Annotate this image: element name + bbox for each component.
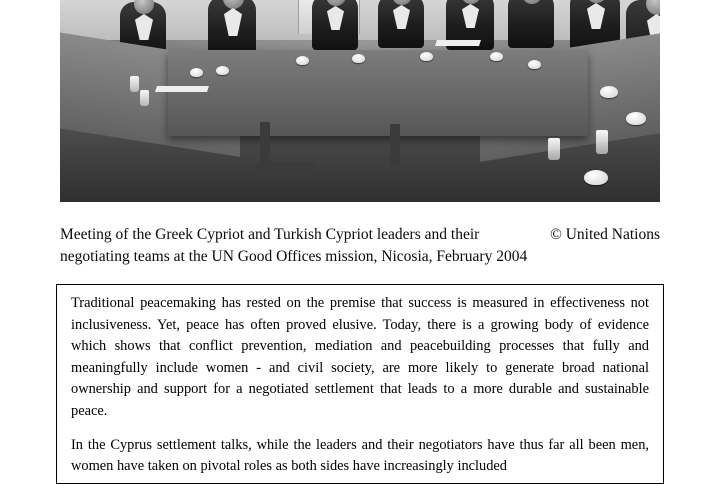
photo-canvas: [60, 0, 660, 202]
photo-cup: [420, 52, 433, 61]
photo-cup: [626, 112, 646, 125]
photo-table-center: [168, 50, 588, 136]
photo-table-leg: [256, 162, 314, 170]
pull-quote-box: [56, 284, 664, 484]
photo-table-leg: [390, 124, 400, 166]
photo-credit: © United Nations: [550, 226, 660, 243]
quote-paragraph-2: In the Cyprus settlement talks, while the leaders and their negotiators have thus far all been men, women have taken on pivotal roles as both sides have increasingly included: [71, 436, 649, 475]
photo-glass: [140, 90, 149, 106]
photo-papers: [155, 86, 209, 92]
quote-paragraph-1: Traditional peacemaking has rested on the premise that success is measured in effectiveness not inclusiveness. Yet, peace has often proved elusive. Today, there is a growing body of evidence which shows that conflict prevention, mediation and peacebuilding processes that fully and meaningfully include women - and civil society, are more likely to generate broad national ownership and support for a negotiated settlement that leads to a more durable and sustainable peace.: [71, 295, 649, 420]
photo-caption-text: Meeting of the Greek Cypriot and Turkish Cypriot leaders and their negotiating teams at the UN Good Offices mission, Nicosia, February 2004: [60, 226, 528, 266]
photo-table-leg: [260, 122, 270, 166]
photo-cup: [296, 56, 309, 65]
photo-glass: [548, 138, 560, 160]
photo-cup: [352, 54, 365, 63]
photo-papers: [435, 40, 481, 46]
photo-cup: [584, 170, 608, 185]
photo-cup: [528, 60, 541, 69]
photo-cup: [190, 68, 203, 77]
photo-cup: [490, 52, 503, 61]
photo-glass: [130, 76, 139, 92]
photo-cup: [216, 66, 229, 75]
photo-figure: [508, 0, 554, 48]
photo-caption: [60, 224, 660, 269]
meeting-photograph: [60, 0, 660, 202]
photo-glass: [596, 130, 608, 154]
photo-cup: [600, 86, 618, 98]
